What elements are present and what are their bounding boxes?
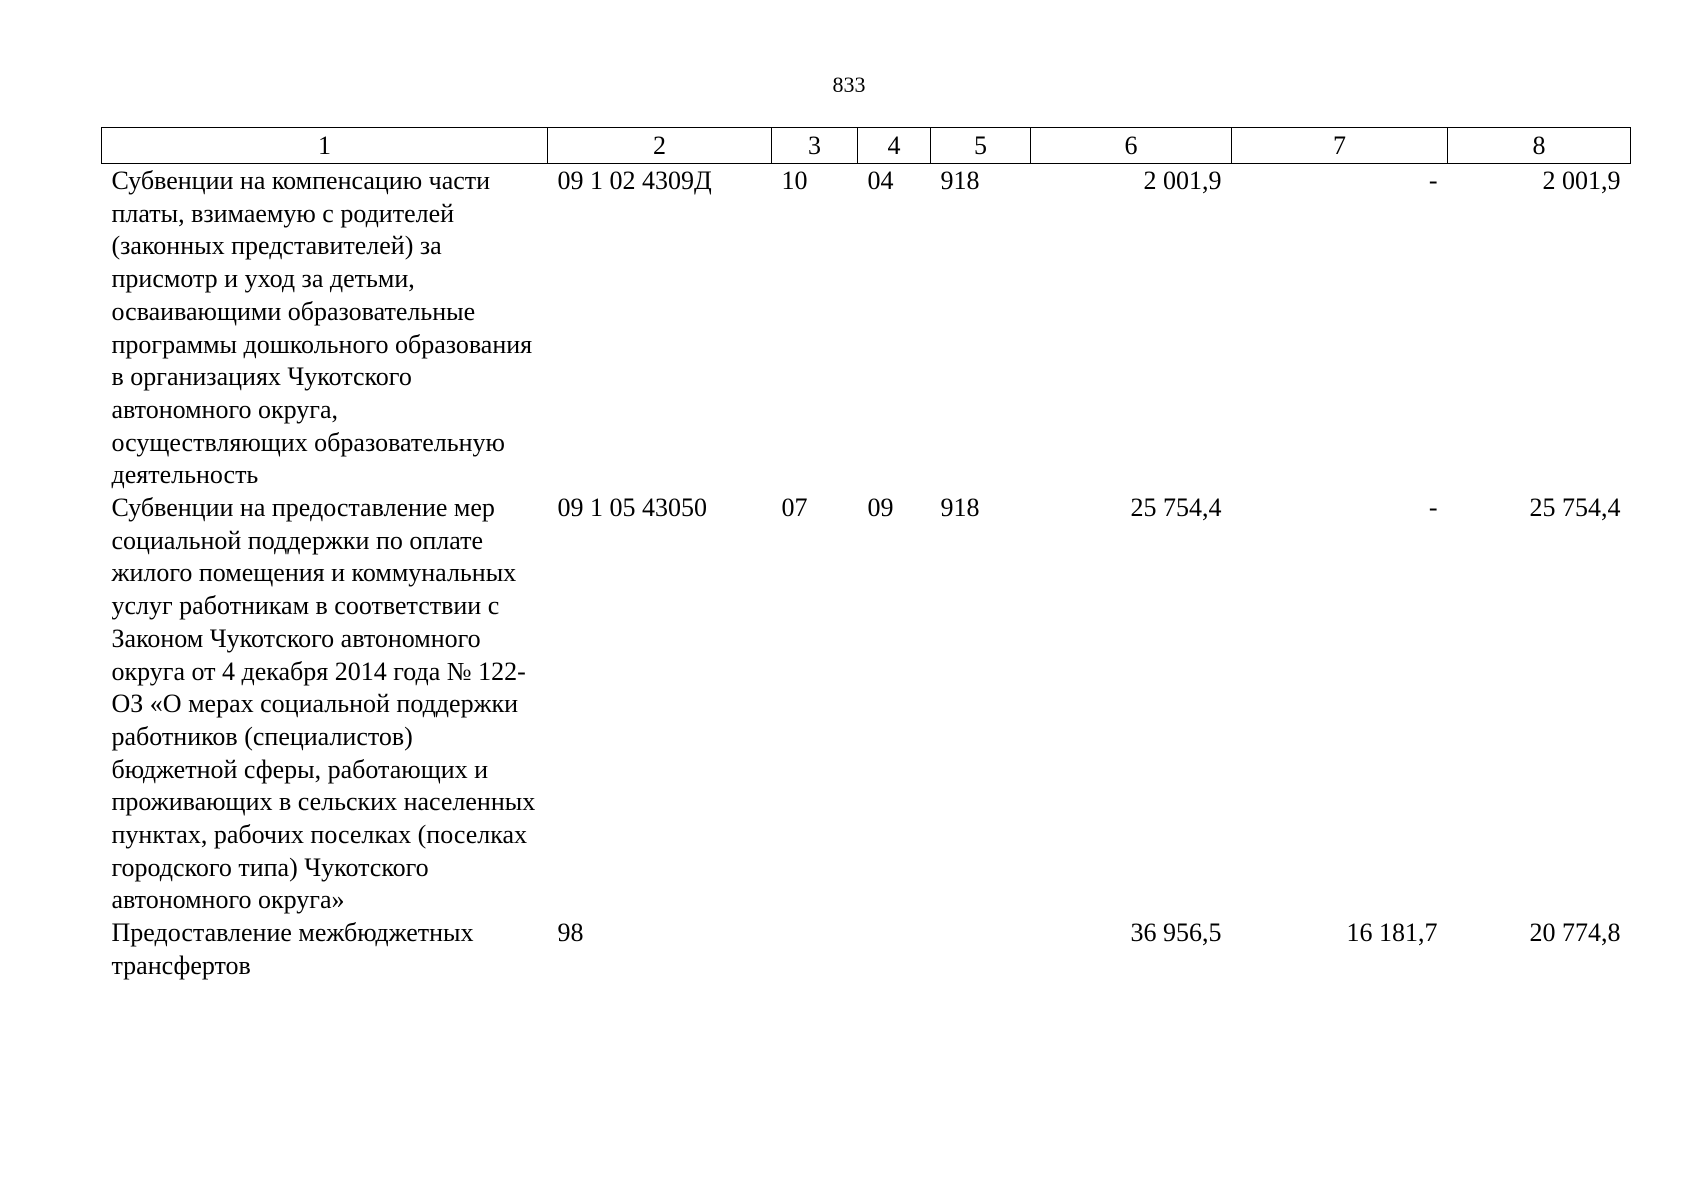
row-expense-type xyxy=(931,917,1031,982)
row-target-code: 09 1 02 4309Д xyxy=(557,166,712,195)
row-subsection: 04 xyxy=(867,166,894,195)
row-col7: - xyxy=(1428,493,1438,523)
row-section: 10 xyxy=(781,166,808,195)
column-header-8: 8 xyxy=(1448,128,1631,164)
row-name: Предоставление межбюджетных трансфертов xyxy=(111,918,474,980)
row-name: Субвенции на компенсацию части платы, взимаемую с родителей (законных представителей) за присмотр и уход за детьми, осваивающими образовательные программы дошкольного образования в организациях Чукотского автономного округа, осуществляющих образовательную деятельность xyxy=(111,166,533,490)
row-col7: 16 181,7 xyxy=(1346,918,1438,948)
row-col6: 25 754,4 xyxy=(1130,493,1222,523)
column-header-6: 6 xyxy=(1031,128,1232,164)
row-section xyxy=(772,917,858,982)
column-header-2: 2 xyxy=(548,128,772,164)
page-number: 833 xyxy=(832,72,866,97)
table-row xyxy=(102,492,1631,917)
row-target-code: 98 xyxy=(557,918,584,948)
column-header-3: 3 xyxy=(772,128,858,164)
column-header-7: 7 xyxy=(1232,128,1448,164)
row-subsection: 09 xyxy=(867,493,894,523)
budget-table xyxy=(101,127,1631,983)
row-name: Субвенции на предоставление мер социальной поддержки по оплате жилого помещения и коммунальных услуг работникам в соответствии с Законом Чукотского автономного округа от 4 декабря 2014 года № 122-ОЗ «О мерах социальной поддержки работников (специалистов) бюджетной сферы, работающих и проживающих в сельских населенных пунктах, рабочих поселках (поселках городского типа) Чукотского автономного округа» xyxy=(111,493,536,915)
row-section: 07 xyxy=(781,493,808,523)
table-row xyxy=(102,917,1631,982)
row-col8: 20 774,8 xyxy=(1529,918,1621,948)
row-expense-type: 918 xyxy=(940,166,980,195)
table-row xyxy=(102,164,1631,493)
row-target-code: 09 1 05 43050 xyxy=(557,493,707,523)
column-header-1: 1 xyxy=(102,128,548,164)
row-col6: 2 001,9 xyxy=(1143,166,1222,195)
column-header-5: 5 xyxy=(931,128,1031,164)
row-subsection xyxy=(858,917,931,982)
row-expense-type: 918 xyxy=(940,493,980,523)
header-row xyxy=(102,128,1631,164)
row-col6: 36 956,5 xyxy=(1130,918,1222,948)
row-col8: 25 754,4 xyxy=(1529,493,1621,523)
column-header-4: 4 xyxy=(858,128,931,164)
row-col7: - xyxy=(1428,166,1438,195)
row-col8: 2 001,9 xyxy=(1542,166,1621,195)
